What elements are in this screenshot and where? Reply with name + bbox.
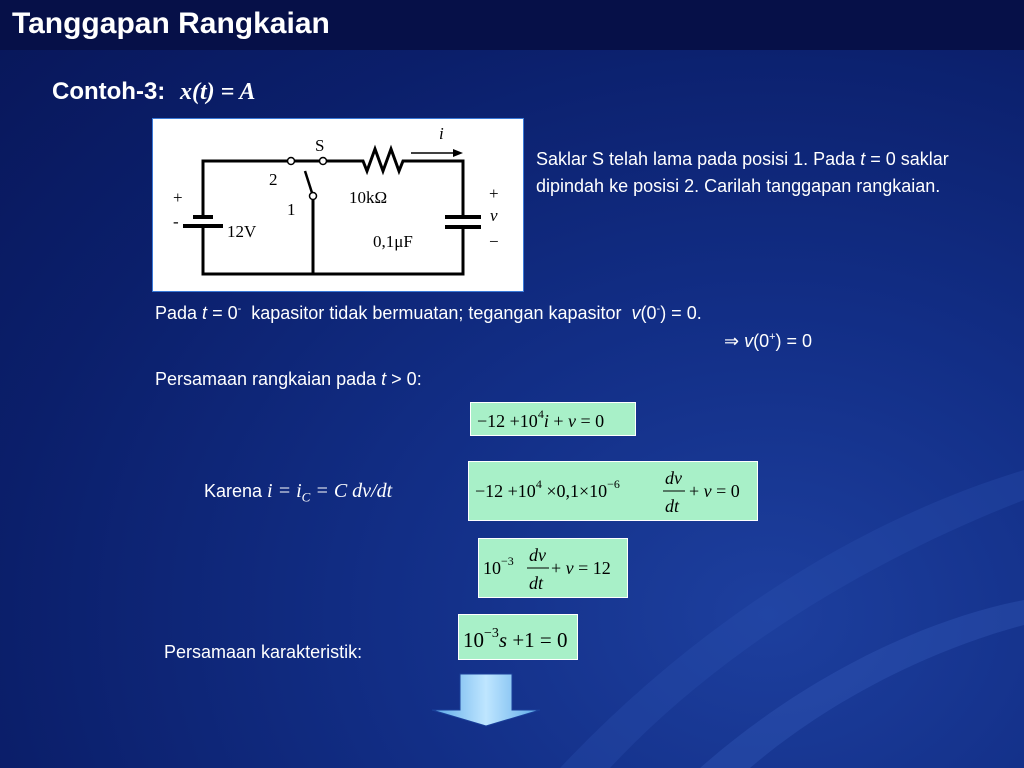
source-minus-label: - (173, 212, 179, 231)
position-1-label: 1 (287, 200, 296, 219)
equation-1 (470, 402, 636, 436)
initial-condition-statement (155, 303, 702, 324)
s1-v: v (631, 303, 641, 323)
svg-text:dv: dv (529, 545, 546, 565)
example-formula: x(t) = A (179, 79, 256, 105)
switch-label: S (315, 136, 325, 155)
svg-text:10−3s +1 = 0: $10^{-3}s +1 = 0$ (463, 626, 568, 652)
karena-sub: C (301, 489, 311, 505)
s3-end: > 0: (386, 369, 422, 389)
implies-symbol: ⇒ (724, 331, 745, 351)
karena-expr: i = i (267, 480, 302, 502)
svg-text:dt: dt (665, 496, 680, 516)
source-plus-label: + (173, 188, 183, 207)
desc-part1: Saklar S telah lama pada posisi 1. Pada (536, 149, 861, 169)
cap-plus-label: + (489, 184, 499, 203)
s2-sup: + (769, 331, 776, 343)
cap-minus-label: − (489, 232, 499, 251)
s1-vend: ) = 0. (660, 303, 702, 323)
capacitor-label: 0,1μF (373, 232, 413, 251)
s1-eq: = 0 (207, 303, 238, 323)
resistor-label: 10kΩ (349, 188, 388, 207)
example-heading (52, 78, 255, 106)
svg-text:dt: dt (529, 573, 544, 593)
continuity-statement (724, 331, 812, 352)
svg-text:−12 +104 ×0,1×10−6: $-12 +10^4 \times 0,1\times 10^{-6}$ (475, 477, 620, 501)
position-2-label: 2 (269, 170, 278, 189)
characteristic-equation (458, 614, 578, 660)
svg-text:−12 +104i + v = 0: $-12 +10^4i + v = 0$ (477, 407, 605, 431)
desc-part2: = 0 saklar dipindah ke posisi 2. Carilah tanggapan rangkaian. (536, 149, 949, 196)
slide-title: Tanggapan Rangkaian (12, 7, 330, 40)
s3-t: t (381, 369, 387, 389)
s1-pada: Pada (155, 303, 203, 323)
desc-t: t (860, 149, 866, 169)
karena-label: Karena (204, 481, 268, 501)
s1-rest: kapasitor tidak bermuatan; tegangan kapasitor (241, 303, 632, 323)
s2-v: v (744, 331, 754, 351)
s3-text: Persamaan rangkaian pada (155, 369, 382, 389)
title-bar (0, 0, 1024, 50)
s2-end: ) = 0 (775, 331, 813, 351)
circuit-diagram (152, 118, 524, 292)
example-label: Contoh-3: (52, 78, 166, 105)
equation-3 (478, 538, 628, 598)
svg-text:+ v = 0: + v = 0 (689, 481, 740, 501)
characteristic-label: Persamaan karakteristik: (164, 642, 363, 662)
problem-description (536, 146, 966, 200)
s1-varg: (0 (640, 303, 657, 323)
svg-text:10−3: $10^{-3}$ (483, 554, 514, 578)
source-voltage-label: 12V (227, 222, 257, 241)
cap-voltage-label: v (490, 206, 498, 225)
s2-arg: (0 (753, 331, 770, 351)
karena-rest: = C dv/dt (310, 480, 393, 502)
equation-2 (468, 461, 758, 521)
down-arrow-icon (430, 672, 542, 728)
current-label: i (439, 124, 444, 143)
karena-statement (204, 480, 392, 506)
s1-sup: - (237, 303, 242, 315)
s1-vsup: - (656, 303, 661, 315)
circuit-equation-heading (155, 369, 422, 390)
s1-t: t (202, 303, 208, 323)
svg-text:dv: dv (665, 468, 682, 488)
svg-text:+ v = 12: + v = 12 (551, 558, 611, 578)
